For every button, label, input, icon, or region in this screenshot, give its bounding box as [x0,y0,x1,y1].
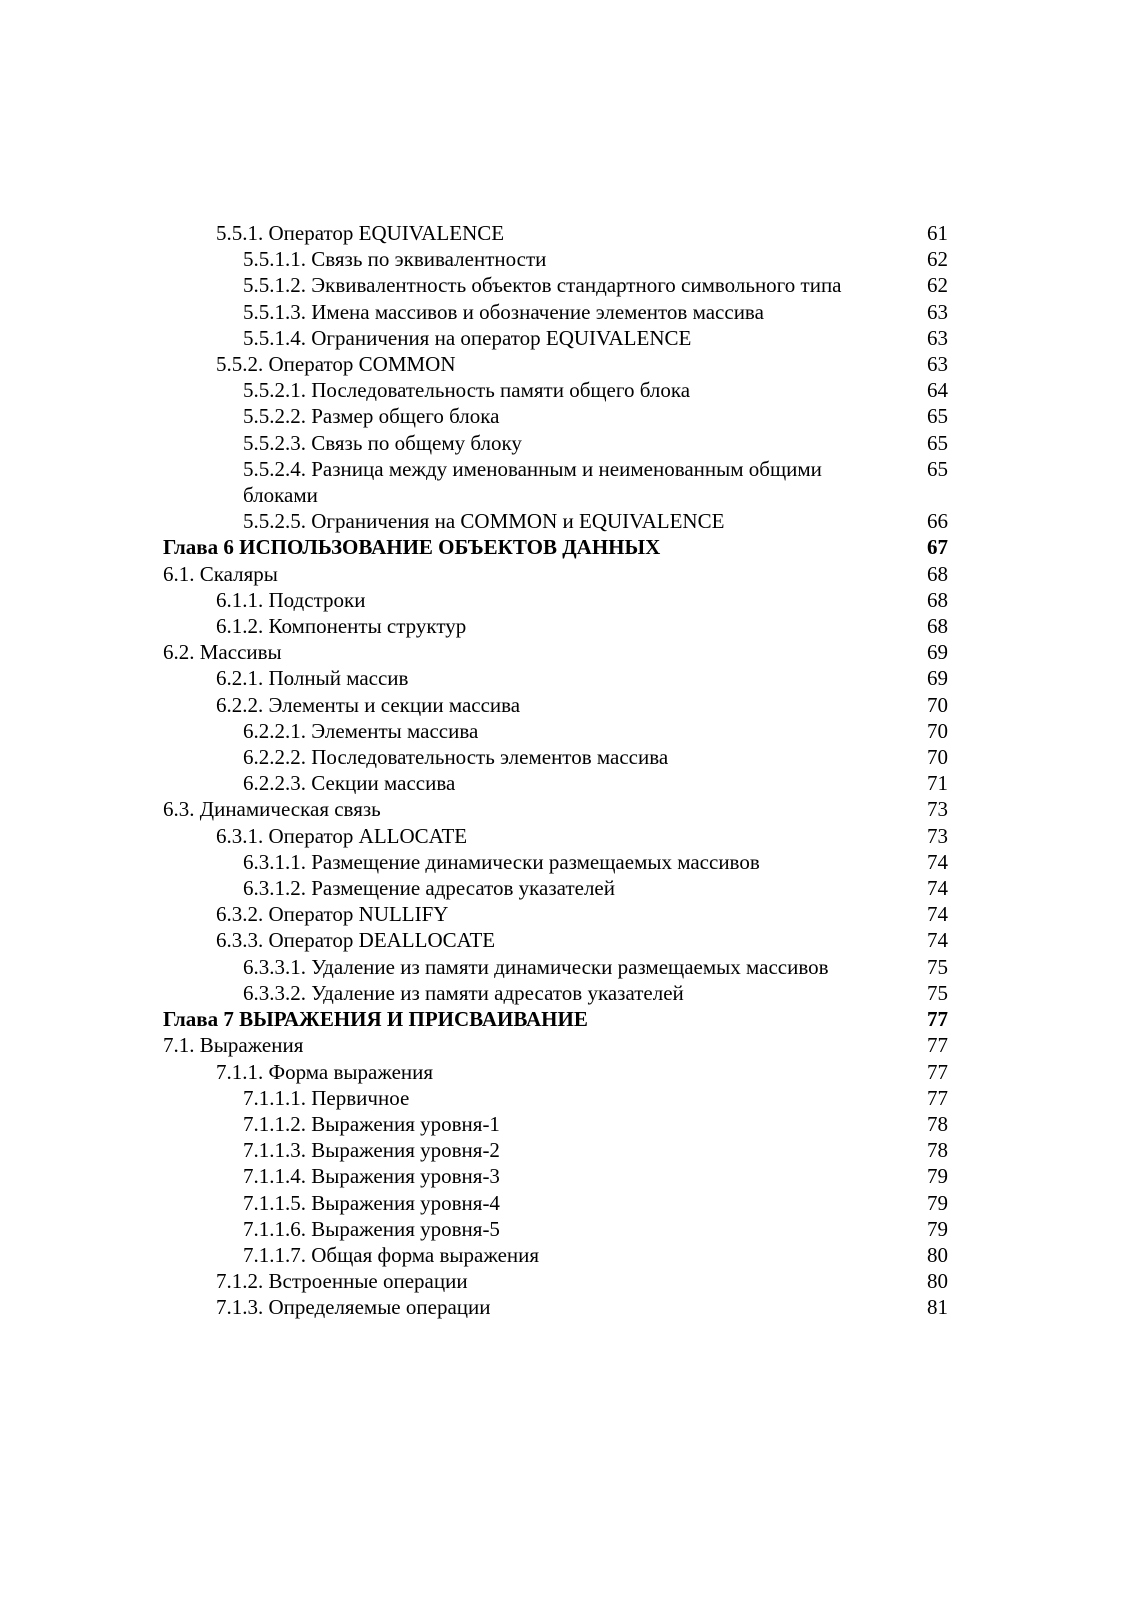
toc-entry-title: 6.3.1.1. Размещение динамически размещаемых массивов [243,849,760,874]
toc-entry-page-number: 78 [927,1138,948,1163]
toc-entry-page-number: 68 [927,561,948,586]
toc-entry-title: Глава 6 ИСПОЛЬЗОВАНИЕ ОБЪЕКТОВ ДАННЫХ [163,535,661,560]
toc-entry-page-number: 78 [927,1111,948,1136]
toc-entry [163,456,948,508]
toc-entry-page-number: 77 [927,1059,948,1084]
toc-entry-title: 5.5.1.3. Имена массивов и обозначение элементов массива [243,299,764,324]
toc-entry-page-number: 79 [927,1190,948,1215]
toc-entry [163,1163,948,1189]
toc-entry [163,875,948,901]
toc-chapter-heading [163,534,948,560]
toc-entry [163,796,948,822]
toc-entry-title: 7.1.1.5. Выражения уровня-4 [243,1190,500,1215]
toc-entry-page-number: 75 [927,980,948,1005]
toc-entry-page-number: 74 [927,849,948,874]
toc-entry-page-number: 68 [927,587,948,612]
toc-entry-page-number: 73 [927,797,948,822]
toc-entry [163,403,948,429]
toc-entry-title: 7.1.1.6. Выражения уровня-5 [243,1216,500,1241]
toc-entry-page-number: 62 [927,273,948,298]
toc-entry [163,325,948,351]
toc-entry-title: 6.3.1.2. Размещение адресатов указателей [243,876,615,901]
toc-entry [163,770,948,796]
toc-entry [163,299,948,325]
toc-entry-title: 6.1.2. Компоненты структур [216,614,467,639]
toc-entry-title: 7.1.2. Встроенные операции [216,1269,468,1294]
toc-entry-title: 6.2. Массивы [163,640,282,665]
toc-entry-page-number: 65 [927,456,948,481]
toc-entry-page-number: 73 [927,823,948,848]
toc-entry-page-number: 71 [927,771,948,796]
toc-entry-title: Глава 7 ВЫРАЖЕНИЯ И ПРИСВАИВАНИЕ [163,1007,588,1032]
toc-entry-page-number: 77 [927,1085,948,1110]
toc-entry-page-number: 80 [927,1269,948,1294]
toc-entry-title: 6.3.3. Оператор DEALLOCATE [216,928,496,953]
toc-entry-page-number: 77 [927,1033,948,1058]
toc-entry [163,587,948,613]
toc-entry-title: 6.3. Динамическая связь [163,797,381,822]
toc-entry-title: 6.3.2. Оператор NULLIFY [216,902,449,927]
toc-entry-title: 6.2.2.2. Последовательность элементов массива [243,745,669,770]
toc-entry [163,561,948,587]
toc-entry-page-number: 75 [927,954,948,979]
toc-entry-page-number: 64 [927,378,948,403]
toc-entry-title: 5.5.2.5. Ограничения на COMMON и EQUIVALENCE [243,509,725,534]
toc-entry-title: 5.5.2.4. Разница между именованным и неименованным общими блоками [243,456,822,508]
toc-entry-title: 7.1.1. Форма выражения [216,1059,434,1084]
toc-entry [163,901,948,927]
toc-entry-page-number: 79 [927,1216,948,1241]
toc-entry-title: 5.5.1. Оператор EQUIVALENCE [216,221,505,245]
toc-entry-title: 5.5.2.1. Последовательность памяти общего блока [243,378,691,403]
toc-entry [163,272,948,298]
toc-entry-page-number: 66 [927,509,948,534]
toc-entry-page-number: 62 [927,247,948,272]
toc-entry [163,1216,948,1242]
toc-entry-page-number: 70 [927,718,948,743]
toc-entry [163,1085,948,1111]
toc-entry-title: 6.2.1. Полный массив [216,666,409,691]
toc-entry-title: 7.1.1.2. Выражения уровня-1 [243,1111,500,1136]
toc-entry-title: 5.5.2.2. Размер общего блока [243,404,500,429]
toc-entry [163,744,948,770]
toc-entry-page-number: 79 [927,1164,948,1189]
toc-entry [163,1294,948,1320]
toc-entry-page-number: 74 [927,902,948,927]
toc-entry-page-number: 80 [927,1242,948,1267]
table-of-contents [163,220,948,1321]
toc-entry [163,1059,948,1085]
toc-entry-title: 5.5.1.2. Эквивалентность объектов стандартного символьного типа [243,273,842,298]
toc-entry-title: 7.1.3. Определяемые операции [216,1295,491,1320]
toc-entry-page-number: 70 [927,745,948,770]
toc-entry-title: 5.5.1.1. Связь по эквивалентности [243,247,547,272]
toc-entry [163,692,948,718]
toc-entry [163,665,948,691]
toc-entry-page-number: 74 [927,928,948,953]
toc-entry-page-number: 65 [927,404,948,429]
toc-entry [163,823,948,849]
toc-entry-title: 6.1.1. Подстроки [216,587,366,612]
toc-entry [163,1111,948,1137]
toc-entry-page-number: 68 [927,614,948,639]
toc-entry-title: 7.1. Выражения [163,1033,304,1058]
toc-chapter-heading [163,1006,948,1032]
toc-entry-page-number: 63 [927,325,948,350]
toc-entry-title: 7.1.1.7. Общая форма выражения [243,1242,540,1267]
toc-entry [163,1137,948,1163]
toc-entry-title: 7.1.1.3. Выражения уровня-2 [243,1138,500,1163]
toc-entry-page-number: 63 [927,299,948,324]
toc-entry-page-number: 74 [927,876,948,901]
toc-entry [163,718,948,744]
toc-entry-title: 7.1.1.4. Выражения уровня-3 [243,1164,500,1189]
toc-entry [163,927,948,953]
toc-entry [163,377,948,403]
toc-entry-page-number: 61 [927,221,948,245]
toc-entry [163,220,948,246]
toc-entry-title: 7.1.1.1. Первичное [243,1085,410,1110]
toc-entry [163,613,948,639]
toc-entry-page-number: 63 [927,352,948,377]
toc-entry-page-number: 65 [927,430,948,455]
toc-entry-page-number: 70 [927,692,948,717]
toc-entry [163,1190,948,1216]
toc-entry-title: 5.5.2. Оператор COMMON [216,352,456,377]
toc-entry-title: 6.3.3.1. Удаление из памяти динамически размещаемых массивов [243,954,829,979]
toc-entry-title: 6.3.3.2. Удаление из памяти адресатов указателей [243,980,684,1005]
toc-entry-title: 6.3.1. Оператор ALLOCATE [216,823,468,848]
toc-entry [163,849,948,875]
toc-entry [163,954,948,980]
toc-entry-title: 5.5.1.4. Ограничения на оператор EQUIVALENCE [243,325,692,350]
toc-entry-page-number: 67 [927,535,948,560]
toc-entry [163,246,948,272]
toc-entry-page-number: 77 [927,1007,948,1032]
toc-entry-page-number: 69 [927,666,948,691]
toc-entry-title: 6.1. Скаляры [163,561,278,586]
toc-entry [163,1032,948,1058]
toc-entry [163,1242,948,1268]
toc-entry [163,351,948,377]
toc-entry-page-number: 69 [927,640,948,665]
toc-entry [163,1268,948,1294]
toc-entry-title: 6.2.2. Элементы и секции массива [216,692,521,717]
toc-entry [163,980,948,1006]
toc-entry-page-number: 81 [927,1295,948,1320]
toc-entry [163,508,948,534]
toc-entry [163,430,948,456]
toc-entry-title: 6.2.2.3. Секции массива [243,771,456,796]
toc-entry [163,639,948,665]
toc-entry-title: 6.2.2.1. Элементы массива [243,718,479,743]
toc-entry-title: 5.5.2.3. Связь по общему блоку [243,430,522,455]
